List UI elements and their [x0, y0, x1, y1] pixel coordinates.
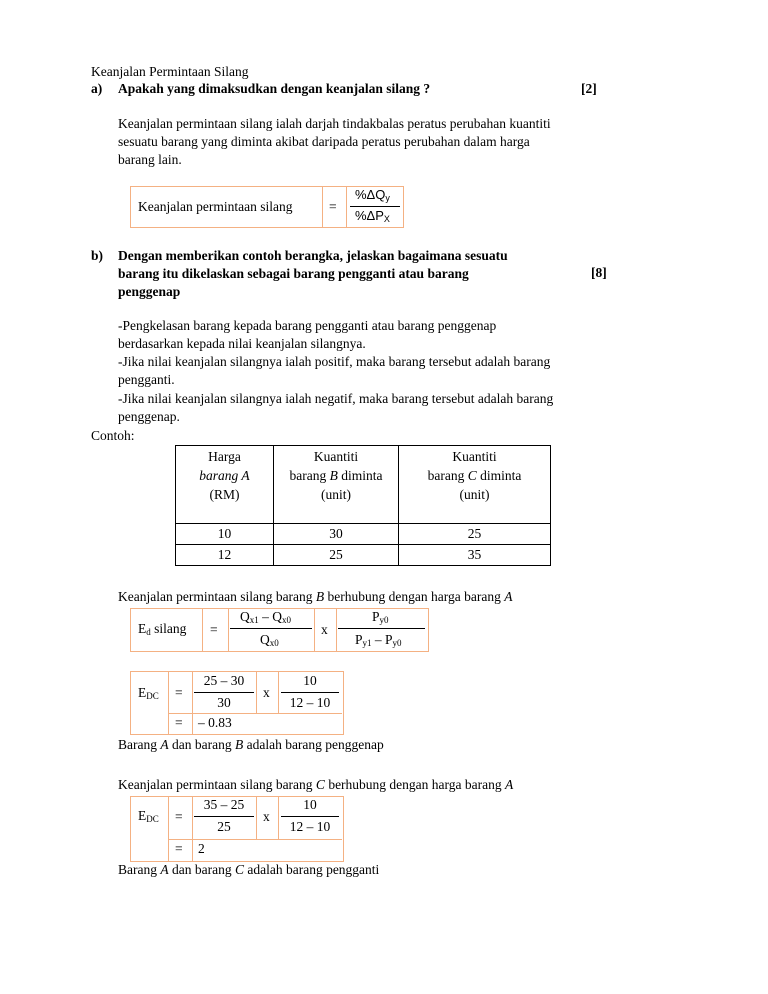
- calc-b-lhs: $E_{DC}$: [138, 685, 159, 701]
- general-formula-fraction-2: [338, 628, 425, 629]
- table-row: [176, 524, 551, 545]
- calc-b-num2: 10: [303, 673, 317, 688]
- calc-b-equals: =: [175, 685, 183, 700]
- example-table: [175, 445, 551, 566]
- table-cell: 30: [274, 524, 399, 545]
- calc-b-result: – 0.83: [198, 715, 232, 730]
- answer-b-line-3: -Jika nilai keanjalan silangnya ialah positif, maka barang tersebut adalah barang: [118, 354, 551, 369]
- calc-c-intro: Keanjalan permintaan silang barang C berhubung dengan harga barang A: [118, 777, 514, 792]
- table-cell: 35: [399, 545, 551, 566]
- calc-b-num1: 25 – 30: [203, 673, 245, 688]
- formula-a-label: Keanjalan permintaan silang: [138, 199, 293, 214]
- calc-b-den2: 12 – 10: [289, 695, 331, 710]
- table-cell: 12: [176, 545, 274, 566]
- question-b-marks: [8]: [591, 265, 607, 280]
- general-formula-den2: $P_{y1} - P_{y0}$: [355, 632, 402, 648]
- header-quantity-c: Kuantiti barang C diminta (unit): [399, 446, 551, 524]
- answer-b-line-5: -Jika nilai keanjalan silangnya ialah negatif, maka barang tersebut adalah barang: [118, 391, 554, 406]
- general-formula-den1: $Q_{x0}$: [260, 632, 279, 648]
- answer-a-line-3: barang lain.: [118, 152, 182, 167]
- question-a-text: Apakah yang dimaksudkan dengan keanjalan silang ?: [118, 81, 431, 96]
- calc-c-times: x: [263, 809, 270, 824]
- formula-a-fraction-line: [350, 206, 400, 207]
- answer-a-line-2: sesuatu barang yang diminta akibat daripada peratus perubahan dalam harga: [118, 134, 530, 149]
- formula-a-equals: =: [329, 199, 337, 214]
- general-formula-times: x: [321, 622, 328, 637]
- calc-b-den1: 30: [217, 695, 231, 710]
- calc-c-equals: =: [175, 809, 183, 824]
- question-b-label: b): [91, 248, 104, 263]
- calc-c-den2: 12 – 10: [289, 819, 331, 834]
- answer-b-line-2: berdasarkan kepada nilai keanjalan silangnya.: [118, 336, 366, 351]
- calc-b-times: x: [263, 685, 270, 700]
- calc-c-fraction-2: [281, 816, 339, 817]
- formula-a-numerator: $\%\Delta Q_y$: [355, 187, 390, 203]
- answer-a-line-1: Keanjalan permintaan silang ialah darjah tindakbalas peratus perubahan kuantiti: [118, 116, 551, 131]
- calc-b-equals-2: =: [175, 715, 183, 730]
- answer-b-line-6: penggenap.: [118, 409, 180, 424]
- table-header-row: [176, 446, 551, 524]
- calc-c-fraction-1: [194, 816, 254, 817]
- question-b-line-3: penggenap: [118, 284, 181, 299]
- calc-b-conclusion: Barang A dan barang B adalah barang penggenap: [118, 737, 384, 752]
- table-cell: 25: [399, 524, 551, 545]
- table-row: [176, 545, 551, 566]
- question-a-label: a): [91, 81, 103, 96]
- general-formula-num2: $P_{y0}$: [372, 609, 389, 625]
- calc-b-fraction-1: [194, 692, 254, 693]
- calc-c-num1: 35 – 25: [203, 797, 245, 812]
- general-formula-fraction-1: [230, 628, 312, 629]
- table-cell: 25: [274, 545, 399, 566]
- header-quantity-b: Kuantiti barang B diminta (unit): [274, 446, 399, 524]
- general-formula-num1: $Q_{x1} - Q_{x0}$: [240, 609, 291, 625]
- header-price-a: Harga barang A (RM): [176, 446, 274, 524]
- question-b-line-2: barang itu dikelaskan sebagai barang pengganti atau barang: [118, 266, 469, 281]
- general-formula-intro: Keanjalan permintaan silang barang B berhubung dengan harga barang A: [118, 589, 513, 604]
- example-label: Contoh:: [91, 428, 135, 443]
- calc-c-den1: 25: [217, 819, 231, 834]
- calc-c-lhs: $E_{DC}$: [138, 808, 159, 824]
- formula-a-denominator: $\%\Delta P_X$: [355, 208, 390, 224]
- calc-c-num2: 10: [303, 797, 317, 812]
- answer-b-line-4: pengganti.: [118, 372, 175, 387]
- general-formula-lhs: $E_d$ silang: [138, 621, 187, 637]
- calc-c-result: 2: [198, 841, 205, 856]
- general-formula-equals: =: [210, 622, 218, 637]
- calc-c-equals-2: =: [175, 841, 183, 856]
- question-a-marks: [2]: [581, 81, 597, 96]
- page-heading: Keanjalan Permintaan Silang: [91, 64, 249, 79]
- answer-b-line-1: -Pengkelasan barang kepada barang pengganti atau barang penggenap: [118, 318, 497, 333]
- question-b-line-1: Dengan memberikan contoh berangka, jelaskan bagaimana sesuatu: [118, 248, 508, 263]
- table-cell: 10: [176, 524, 274, 545]
- calc-b-fraction-2: [281, 692, 339, 693]
- calc-c-conclusion: Barang A dan barang C adalah barang pengganti: [118, 862, 380, 877]
